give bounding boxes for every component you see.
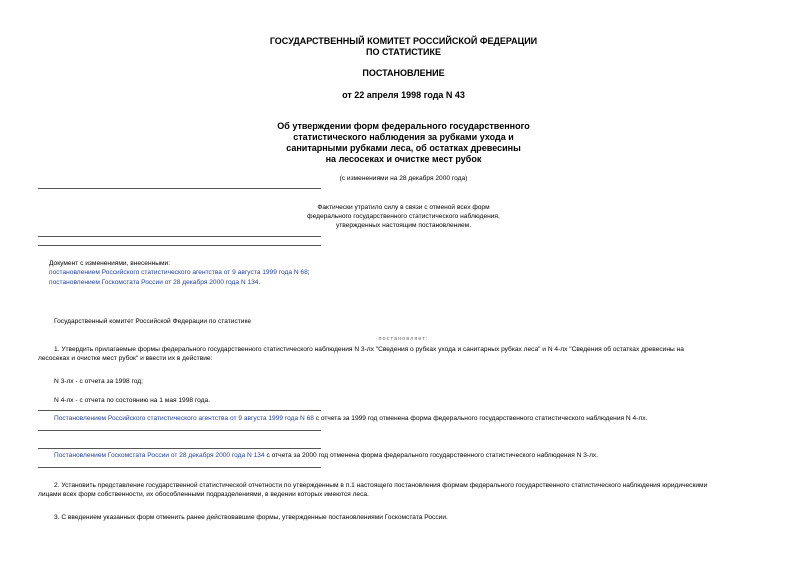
changes-intro: Документ с изменениями, внесенными: <box>49 260 171 267</box>
status-note-line1: Фактически утратило силу в связи с отменой всех форм <box>317 204 490 211</box>
paragraph-2-line1: 2. Установить представление государственной статистической отчетности по утвержденным в п.1 настоящего постановления формам федерального государственного статистического наблюдения юридическими <box>54 482 708 489</box>
paragraph-2-line2: лицами всех форм собственности, их обособленными подразделениями, в ведении которых имеются леса. <box>38 491 369 498</box>
title-line1: Об утверждении форм федерального государственного <box>277 121 530 131</box>
separator-line <box>38 430 321 431</box>
committee-name-line1: ГОСУДАРСТВЕННЫЙ КОМИТЕТ РОССИЙСКОЙ ФЕДЕРАЦИИ <box>269 36 538 46</box>
separator-line <box>38 410 321 411</box>
paragraph-1-line2: лесосеках и очистке мест рубок" и ввести их в действие: <box>38 355 213 362</box>
document-date-number: от 22 апреля 1998 года N 43 <box>342 90 465 100</box>
resolves-heading: постановляет: <box>378 336 429 342</box>
status-note-line3: утвержденных настоящим постановлением. <box>335 222 472 229</box>
note-form-4-cancelled: Постановлением Российского статистического агентства от 9 августа 1999 года N 68 с отчета за 1999 год отменена форма федерального государственного статистического наблюдения N 4-лх. <box>54 415 648 422</box>
committee-name-line2: ПО СТАТИСТИКЕ <box>366 47 441 57</box>
title-line4: на лесосеках и очистке мест рубок <box>325 154 482 164</box>
status-note-line2: федерального государственного статистического наблюдения, <box>307 213 500 220</box>
separator-line <box>38 448 321 449</box>
paragraph-1-line1: 1. Утвердить прилагаемые формы федерального государственного статистического наблюдения N 3-лх "Сведения о рубках ухода и санитарных рубках леса" и N 4-лх "Сведения об остатках древесины на <box>54 346 684 353</box>
changes-item-2: постановлением Госкомстата России от 28 декабря 2000 года N 134. <box>49 279 261 286</box>
separator-line <box>38 467 321 468</box>
form-4-lh-date: N 4-лх - с отчета по состоянию на 1 мая 1998 года. <box>54 397 211 404</box>
title-line3: санитарными рубками леса, об остатках древесины <box>286 143 521 153</box>
separator-line <box>38 188 321 189</box>
separator-line <box>38 245 321 246</box>
document-type: ПОСТАНОВЛЕНИЕ <box>362 68 445 78</box>
issuer-line: Государственный комитет Российской Федерации по статистике <box>54 318 252 325</box>
amendment-link-2000[interactable]: постановлением Госкомстата России от 28 декабря 2000 года N 134 <box>49 279 259 286</box>
note-form-3-cancelled: Постановлением Госкомстата России от 28 декабря 2000 года N 134 с отчета за 2000 год отменена форма федерального государственного статистического наблюдения N 3-лх. <box>54 452 599 459</box>
paragraph-3: 3. С введением указанных форм отменить ранее действовавшие формы, утвержденные постановлениями Госкомстата России. <box>54 514 448 521</box>
amendment-link-1999[interactable]: постановлением Российского статистического агентства от 9 августа 1999 года N 68 <box>49 269 308 276</box>
separator-line <box>38 236 321 237</box>
changes-item-1: постановлением Российского статистического агентства от 9 августа 1999 года N 68; <box>49 269 310 276</box>
note-link-2000[interactable]: Постановлением Госкомстата России от 28 декабря 2000 года N 134 <box>54 452 265 459</box>
note-link-1999[interactable]: Постановлением Российского статистического агентства от 9 августа 1999 года N 68 <box>54 415 314 422</box>
form-3-lh-date: N 3-лх - с отчета за 1998 год; <box>54 378 143 385</box>
amendment-note: (с изменениями на 28 декабря 2000 года) <box>339 175 468 182</box>
title-line2: статистического наблюдения за рубками ухода и <box>293 132 514 142</box>
